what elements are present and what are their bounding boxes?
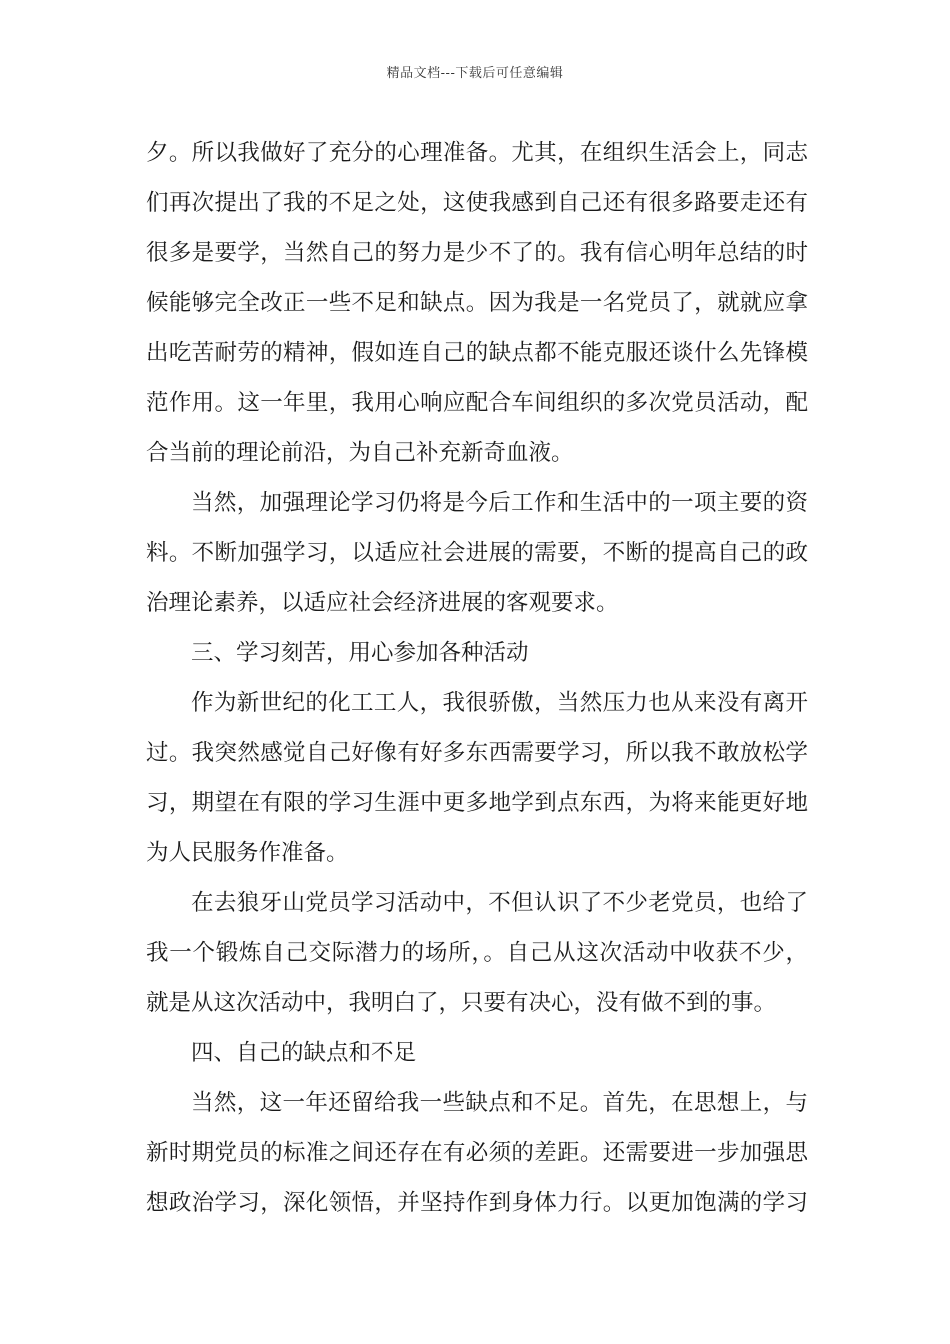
text-line: 就是从这次活动中，我明白了，只要有决心，没有做不到的事。 (146, 990, 777, 1016)
text-line: 夕。所以我做好了充分的心理准备。尤其，在组织生活会上，同志 (146, 140, 808, 166)
text-line: 治理论素养，以适应社会经济进展的客观要求。 (146, 590, 619, 616)
text-line: 新时期党员的标准之间还存在有必须的差距。还需要进一步加强思 (146, 1140, 808, 1166)
paragraph-first-line: 在去狼牙山党员学习活动中，不但认识了不少老党员，也给了 (191, 890, 808, 916)
paragraph-first-line: 当然，加强理论学习仍将是今后工作和生活中的一项主要的资 (191, 490, 808, 516)
paragraph-first-line: 作为新世纪的化工工人，我很骄傲，当然压力也从来没有离开 (191, 690, 808, 716)
section-heading: 四、自己的缺点和不足 (191, 1040, 417, 1066)
text-line: 出吃苦耐劳的精神，假如连自己的缺点都不能克服还谈什么先锋模 (146, 340, 808, 366)
text-line: 合当前的理论前沿，为自己补充新奇血液。 (146, 440, 574, 466)
text-line: 我一个锻炼自己交际潜力的场所，。自己从这次活动中收获不少， (146, 940, 808, 966)
section-heading: 三、学习刻苦，用心参加各种活动 (191, 640, 529, 666)
text-line: 过。我突然感觉自己好像有好多东西需要学习，所以我不敢放松学 (146, 740, 808, 766)
text-line: 候能够完全改正一些不足和缺点。因为我是一名党员了，就就应拿 (146, 290, 808, 316)
text-line: 范作用。这一年里，我用心响应配合车间组织的多次党员活动，配 (146, 390, 808, 416)
text-line: 习，期望在有限的学习生涯中更多地学到点东西，为将来能更好地 (146, 790, 808, 816)
body-text (146, 128, 808, 1228)
text-line: 为人民服务作准备。 (146, 840, 349, 866)
paragraph-first-line: 当然，这一年还留给我一些缺点和不足。首先，在思想上，与 (191, 1090, 808, 1116)
page-header: 精品文档---下载后可任意编辑 (386, 66, 564, 81)
text-line: 想政治学习，深化领悟，并坚持作到身体力行。以更加饱满的学习 (146, 1190, 808, 1216)
text-line: 们再次提出了我的不足之处，这使我感到自己还有很多路要走还有 (146, 190, 808, 216)
text-line: 很多是要学，当然自己的努力是少不了的。我有信心明年总结的时 (146, 240, 808, 266)
text-line: 料。不断加强学习，以适应社会进展的需要，不断的提高自己的政 (146, 540, 808, 566)
